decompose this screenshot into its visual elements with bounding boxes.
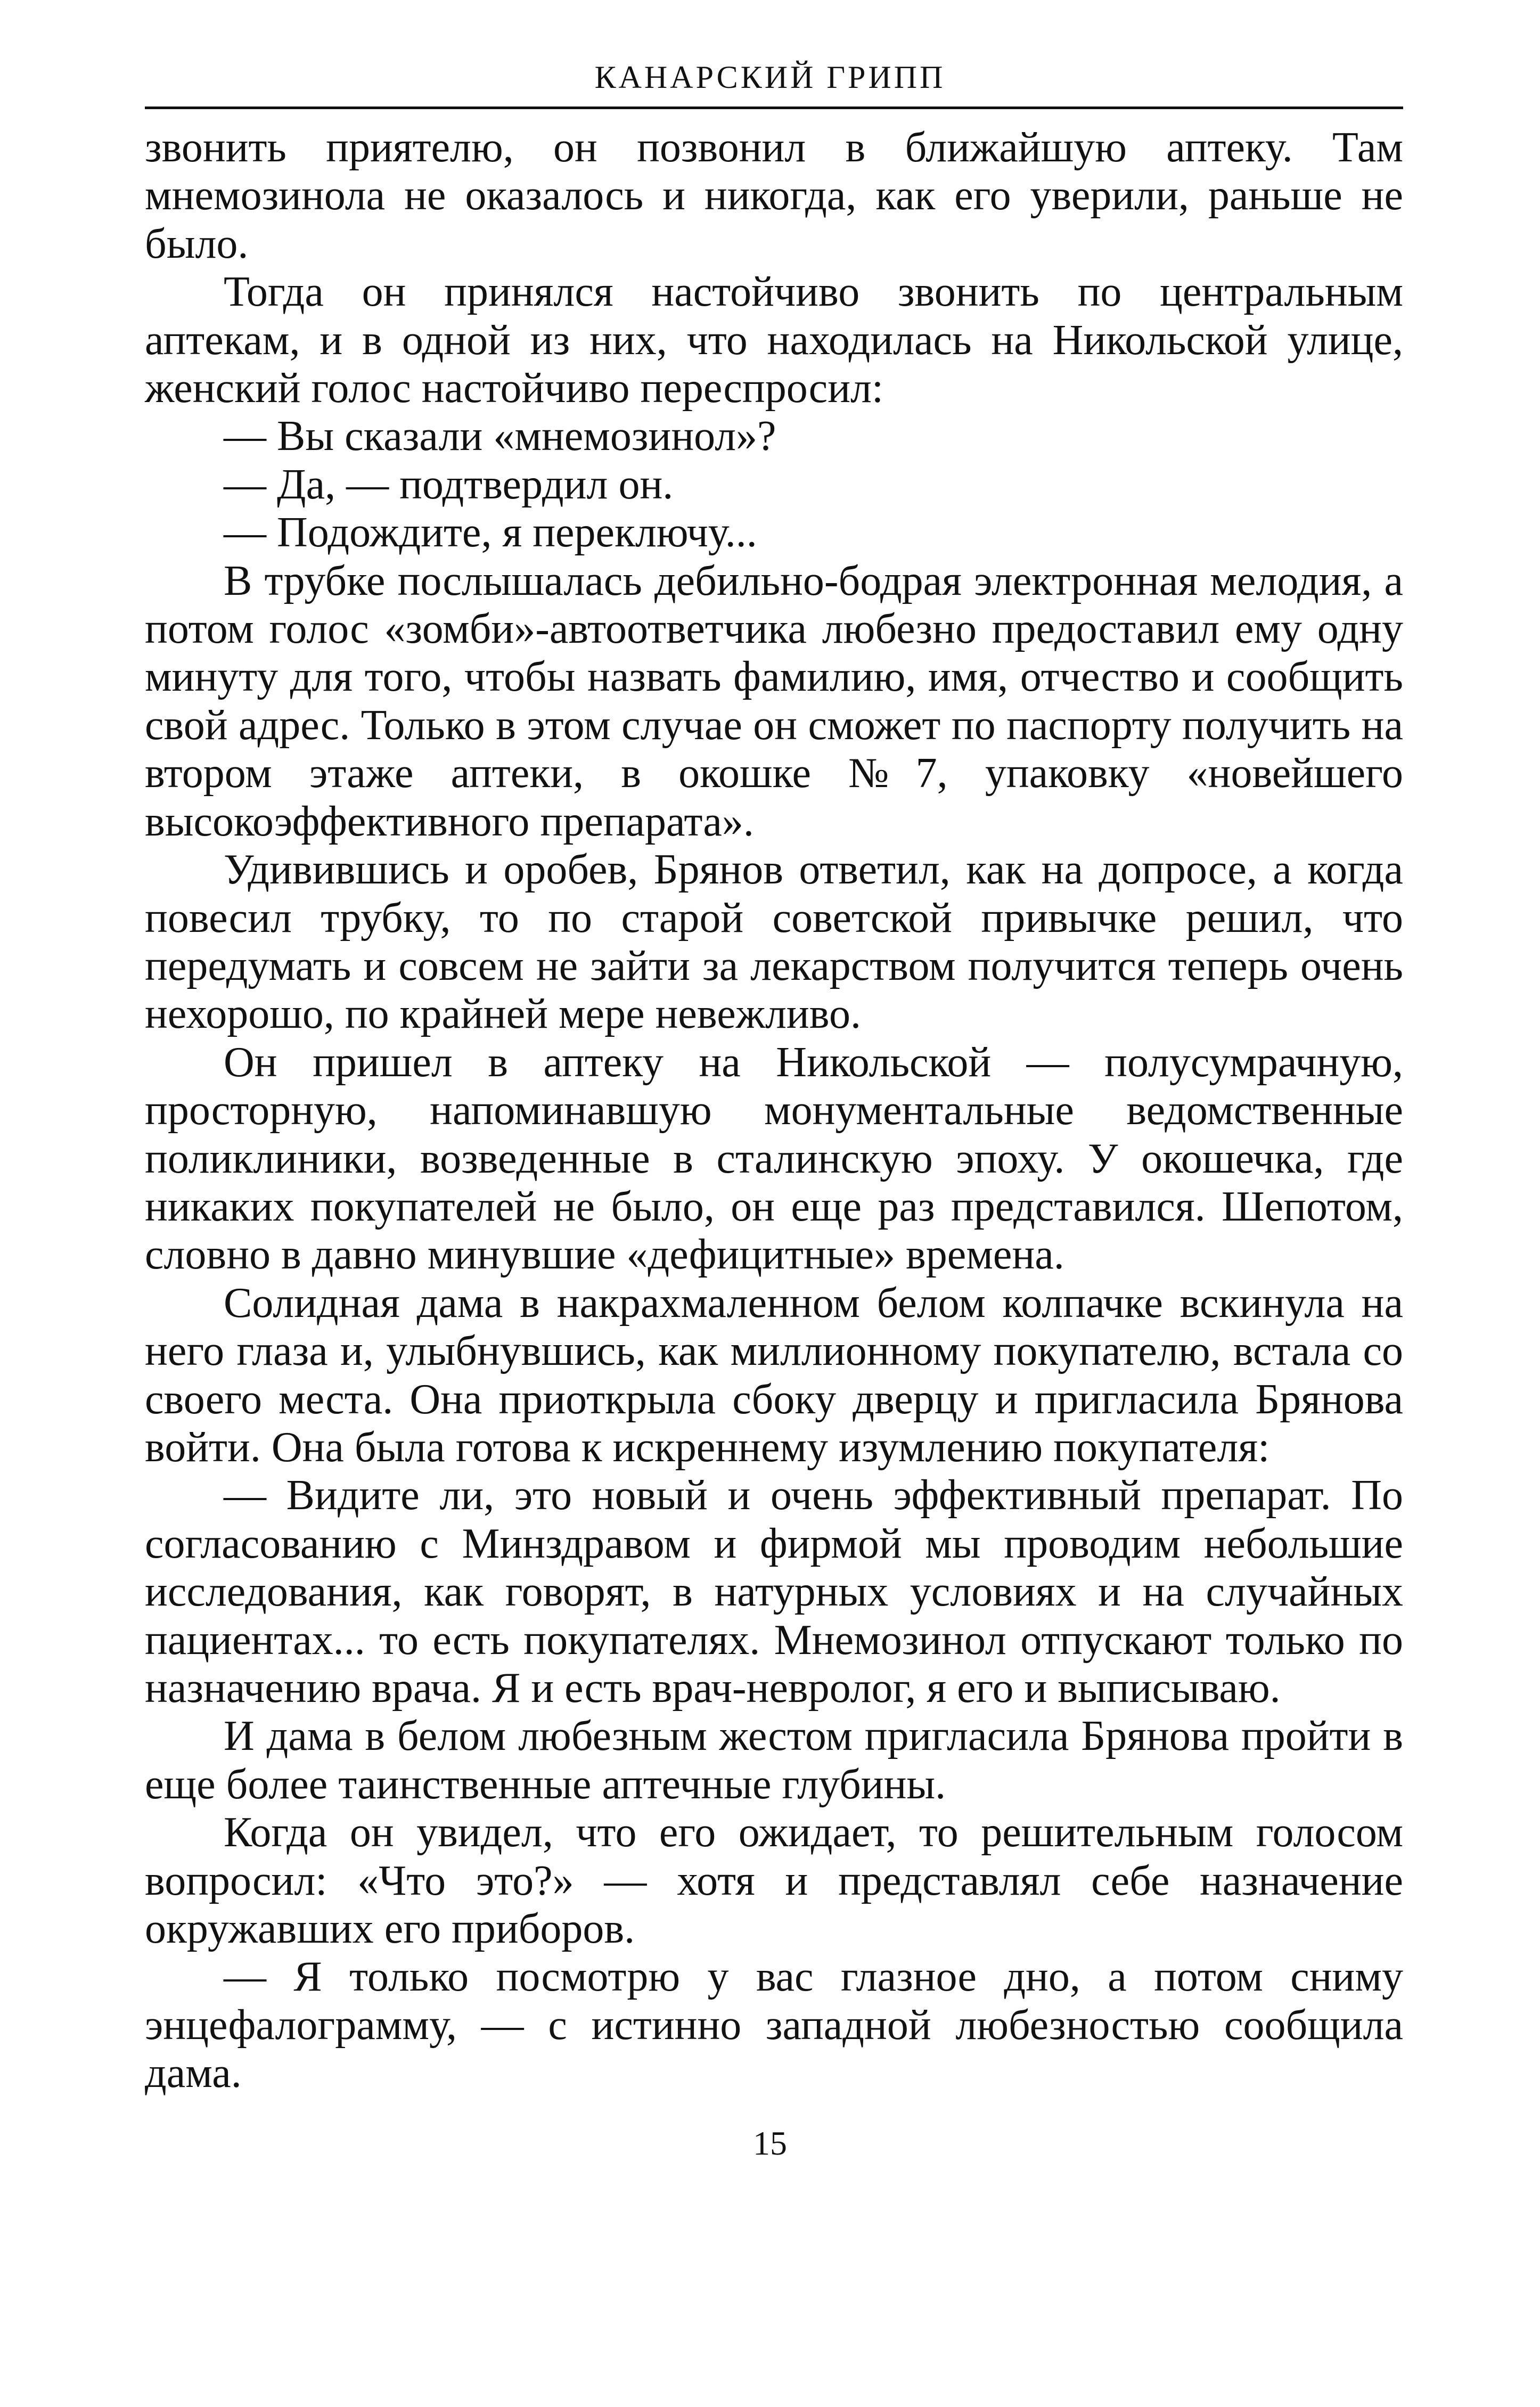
paragraph: — Да, — подтвердил он. — [224, 461, 674, 508]
paragraph: — Я только посмотрю у вас глазное дно, а потом сниму энцефалограмму, — с истинно западной любезностью сообщила дама. — [145, 1953, 1403, 2097]
running-title: КАНАРСКИЙ ГРИПП — [594, 60, 946, 95]
paragraph: И дама в белом любезным жестом пригласила Брянова пройти в еще более таинственные аптечные глубины. — [145, 1713, 1403, 1808]
paragraph: Он пришел в аптеку на Никольской — полусумрачную, просторную, напоминавшую монументальные ведомственные поликлиники, возведенные в сталинскую эпоху. У окошечка, где никаких покупателей не было, он еще раз представился. Шепотом, словно в давно минувшие «дефицитные» времена. — [145, 1038, 1403, 1279]
paragraph: В трубке послышалась дебильно-бодрая электронная мелодия, а потом голос «зомби»-автоответчика любезно предоставил ему одну минуту для того, чтобы назвать фамилию, имя, отчество и сообщить свой адрес. Только в этом случае он сможет по паспорту получить на втором этаже аптеки, в окошке №7, упаковку «новейшего высокоэффективного препарата». — [145, 557, 1403, 845]
paragraph: Когда он увидел, что его ожидает, то решительным голосом вопросил: «Что это?» — хотя и представлял себе назначение окружавших его приборов. — [145, 1809, 1403, 1953]
header-rule — [145, 107, 1403, 109]
paragraph: — Видите ли, это новый и очень эффективный препарат. По согласованию с Минздравом и фирмой мы проводим небольшие исследования, как говорят, в натурных условиях и на случайных пациентах... то есть покупателях. Мнемозинол отпускают только по назначению врача. Я и есть врач-невролог, я его и выписываю. — [145, 1472, 1403, 1712]
paragraph: — Подождите, я переключу... — [224, 509, 757, 556]
paragraph: Тогда он принялся настойчиво звонить по центральным аптекам, и в одной из них, что находилась на Никольской улице, женский голос настойчиво переспросил: — [145, 268, 1403, 412]
paragraph: звонить приятелю, он позвонил в ближайшую аптеку. Там мнемозинола не оказалось и никогда, как его уверили, раньше не было. — [145, 124, 1403, 267]
page-number: 15 — [753, 2124, 787, 2162]
paragraph: — Вы сказали «мнемозинол»? — [224, 413, 776, 460]
paragraph: Удивившись и оробев, Брянов ответил, как на допросе, а когда повесил трубку, то по старой советской привычке решил, что передумать и совсем не зайти за лекарством получится теперь очень нехорошо, по крайней мере невежливо. — [145, 846, 1403, 1038]
body-text — [145, 124, 1403, 2098]
paragraph: Солидная дама в накрахмаленном белом колпачке вскинула на него глаза и, улыбнувшись, как миллионному покупателю, встала со своего места. Она приоткрыла сбоку дверцу и пригласила Брянова войти. Она была готова к искреннему изумлению покупателя: — [145, 1279, 1403, 1471]
